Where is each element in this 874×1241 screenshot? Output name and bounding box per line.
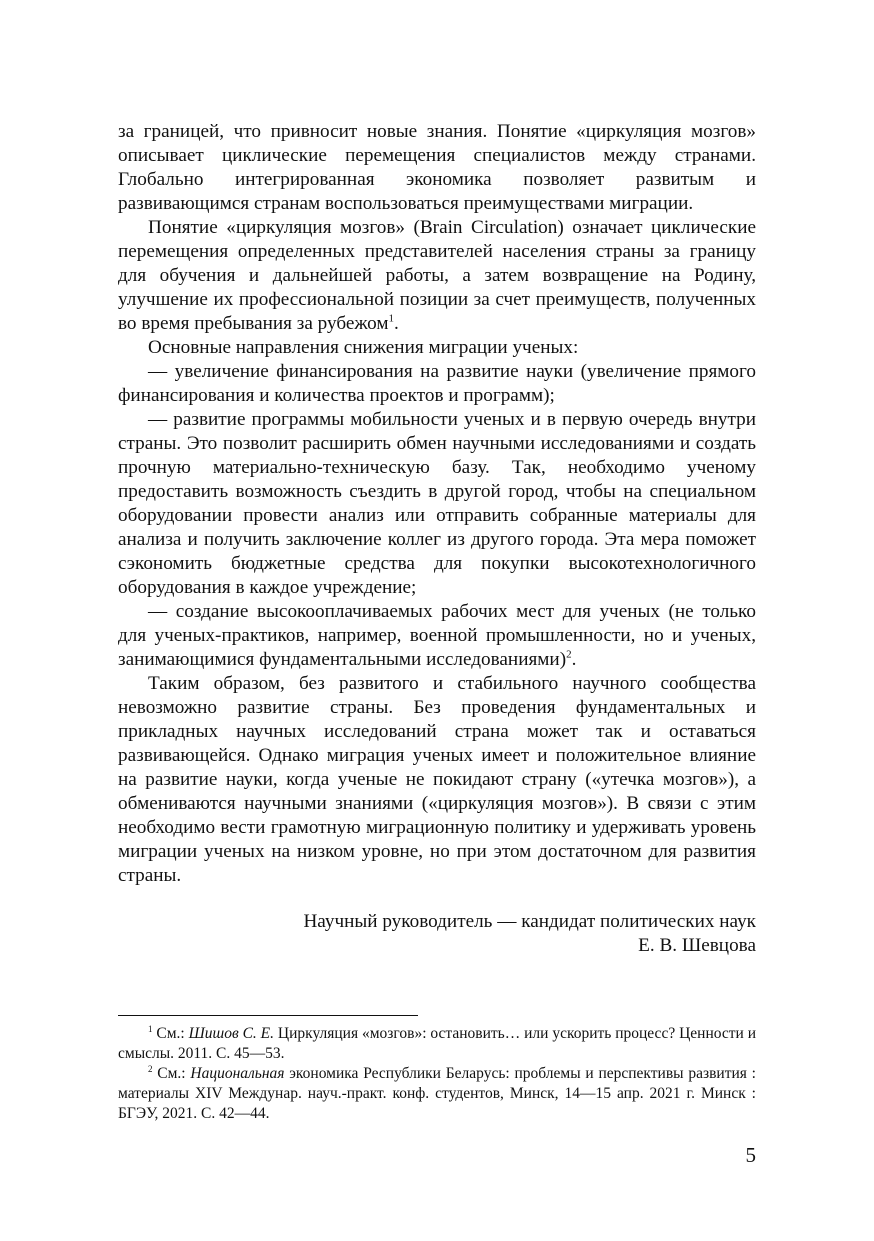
footnote-ref-2[interactable]: 2	[566, 648, 572, 661]
list-item-3	[118, 600, 756, 672]
paragraph-2	[118, 216, 756, 336]
supervisor-name: Е. В. Шевцова	[638, 935, 756, 956]
footnote-1-author: Шишов С. Е.	[188, 1025, 275, 1042]
footnote-2-prefix: См.:	[152, 1065, 191, 1082]
list-item-2: — развитие программы мобильности ученых и в первую очередь внутри страны. Это позволит расширить обмен научными исследованиями и создать прочную материально-техническую базу. Так, необходимо ученому предоставить возможность съездить в другой город, чтобы на специальном оборудовании провести анализ или отправить собранные материалы для анализа и получить заключение коллег из другого города. Эта мера поможет сэкономить бюджетные средства для покупки высокотехнологичного оборудования в каждое учреждение;	[118, 409, 756, 598]
main-text	[118, 120, 756, 888]
footnote-1-number: 1	[148, 1023, 153, 1034]
footnote-ref-1[interactable]: 1	[388, 312, 395, 325]
footnote-2-number: 2	[148, 1063, 153, 1074]
supervisor-title: Научный руководитель — кандидат политических наук	[303, 911, 756, 932]
footnotes	[118, 1024, 756, 1124]
paragraph-conclusion: Таким образом, без развитого и стабильного научного сообщества невозможно развитие страны. Без проведения фундаментальных и прикладных научных исследований страна может так и оставаться развивающейся. Однако миграция ученых имеет и положительное влияние на развитие науки, когда ученые не покидают страну («утечка мозгов»), а обмениваются научными знаниями («циркуляция мозгов»). В связи с этим необходимо вести грамотную миграционную политику и удерживать уровень миграции ученых на низком уровне, но при этом достаточном для развития страны.	[118, 673, 756, 886]
footnote-2-italic: Национальная	[190, 1065, 285, 1082]
footnote-divider	[118, 1015, 418, 1016]
footnote-2	[118, 1064, 756, 1124]
footnote-1	[118, 1024, 756, 1064]
paragraph-1: за границей, что привносит новые знания. Понятие «циркуляция мозгов» описывает циклические перемещения специалистов между странами. Глобально интегрированная экономика позволяет развитым и развивающимся странам воспользоваться преимуществами миграции.	[118, 121, 756, 214]
list-item-3-end: .	[571, 649, 577, 670]
paragraph-2-end: .	[394, 313, 399, 334]
paragraph-2-text: Понятие «циркуляция мозгов» (Brain Circulation) означает циклические перемещения определенных представителей населения страны за границу для обучения и дальнейшей работы, а затем возвращение на Родину, улучшение их профессиональной позиции за счет преимуществ, полученных во время пребывания за рубежом	[118, 217, 756, 334]
list-item-1: — увеличение финансирования на развитие науки (увеличение прямого финансирования и количества проектов и программ);	[118, 361, 756, 406]
page-number: 5	[745, 1143, 756, 1167]
footnote-2-text: экономика Республики Беларусь: проблемы и перспективы развития : материалы XIV Междунар. науч.-практ. конф. студентов, Минск, 14—15 апр. 2021 г. Минск : БГЭУ, 2021. С. 42—44.	[118, 1065, 756, 1122]
signature-block	[118, 910, 756, 958]
list-item-3-text: — создание высокооплачиваемых рабочих мест для ученых (не только для ученых-практиков, например, военной промышленности, но и ученых, занимающимися фундаментальными исследованиями)	[118, 601, 756, 670]
footnote-1-text: Циркуляция «мозгов»: остановить… или ускорить процесс? Ценности и смыслы. 2011. С. 45—53.	[118, 1025, 756, 1062]
footnote-1-prefix: См.:	[152, 1025, 189, 1042]
paragraph-3: Основные направления снижения миграции ученых:	[148, 337, 579, 358]
